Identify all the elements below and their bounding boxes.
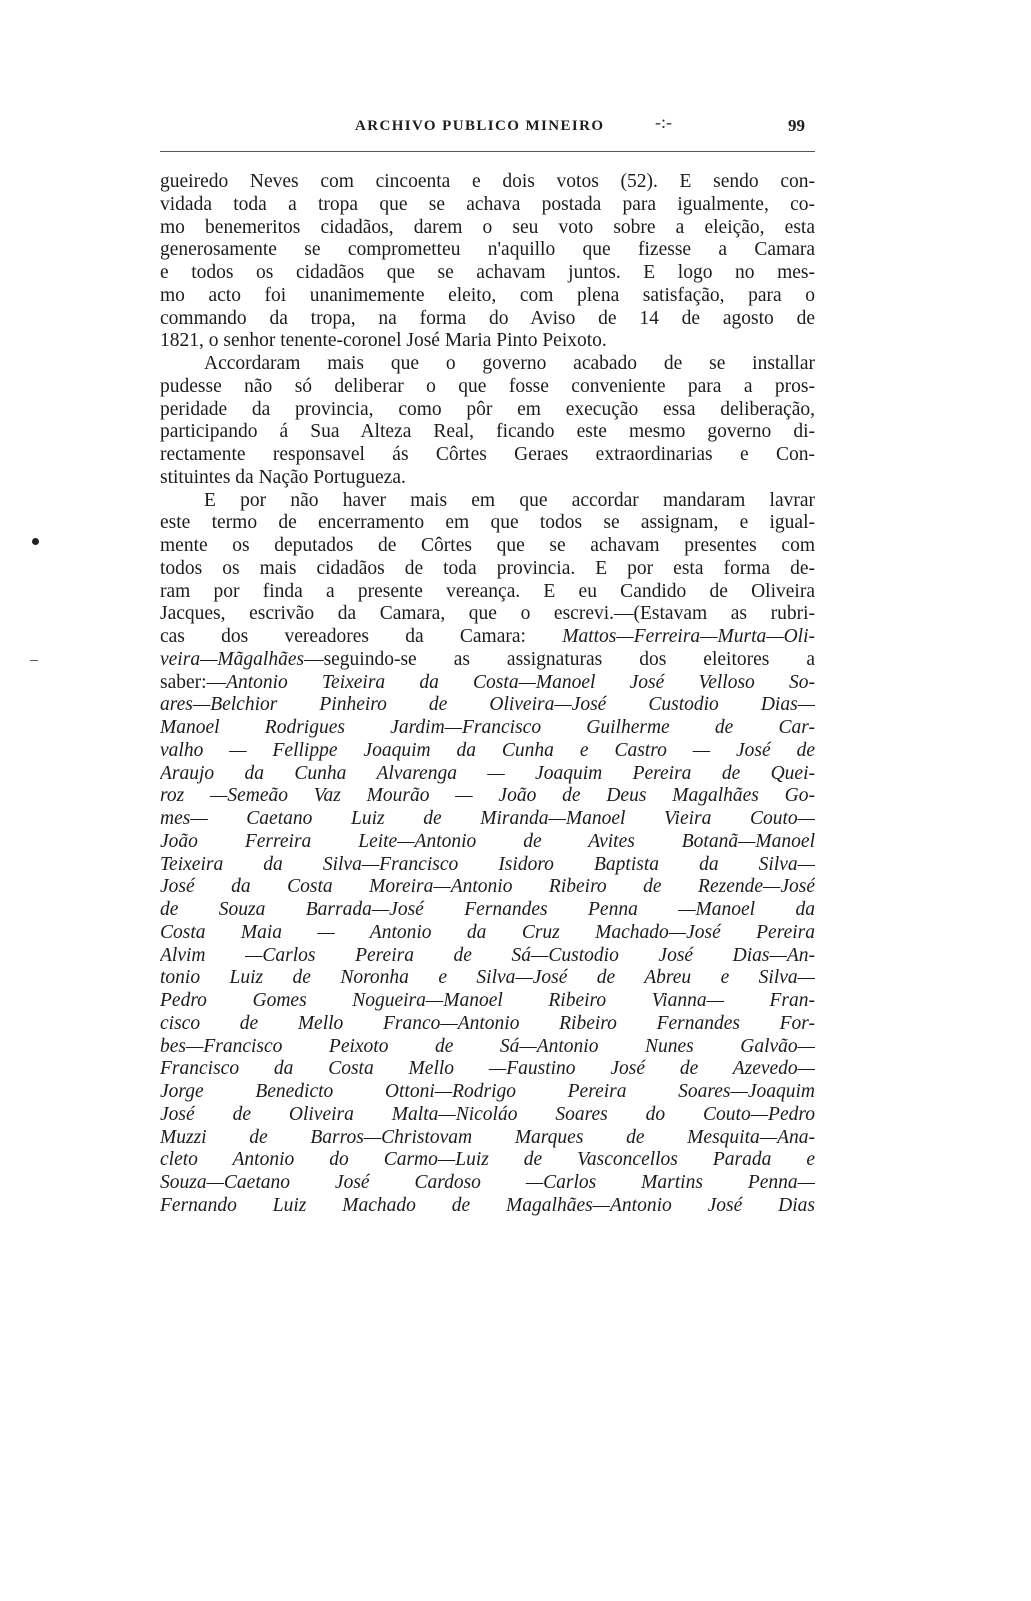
signature-line: tonio Luiz de Noronha e Silva—José de Abreu e Silva— <box>160 967 815 989</box>
signature-line: bes—Francisco Peixoto de Sá—Antonio Nunes Galvão— <box>160 1035 815 1057</box>
text-line: mo benemeritos cidadãos, darem o seu voto sobre a eleição, esta <box>160 216 815 238</box>
header-rule <box>160 151 815 152</box>
signature-line: João Ferreira Leite—Antonio de Avites Botanã—Manoel <box>160 830 815 852</box>
text-line: este termo de encerramento em que todos se assignam, e igual- <box>160 512 815 534</box>
mixed-text-line <box>160 626 815 649</box>
page-number: 99 <box>788 116 805 135</box>
signature-line: cisco de Mello Franco—Antonio Ribeiro Fernandes For- <box>160 1012 815 1034</box>
signature-line: roz —Semeão Vaz Mourão — João de Deus Magalhães Go- <box>160 785 815 807</box>
signature-line: José da Costa Moreira—Antonio Ribeiro de Rezende—José <box>160 876 815 898</box>
text-line: mente os deputados de Côrtes que se achavam presentes com <box>160 535 815 556</box>
signature-line: Alvim —Carlos Pereira de Sá—Custodio José Dias—An- <box>160 944 815 966</box>
text-line: gueiredo Neves com cincoenta e dois votos (52). E sendo con- <box>160 171 815 192</box>
text-line: rectamente responsavel ás Côrtes Geraes extraordinarias e Con- <box>160 444 815 465</box>
line-italic-part: Antonio Teixeira da Costa—Manoel José Velloso So- <box>226 671 815 693</box>
margin-dot-mark <box>32 538 39 545</box>
signature-line: Manoel Rodrigues Jardim—Francisco Guilherme de Car- <box>160 717 815 738</box>
signature-line: Pedro Gomes Nogueira—Manoel Ribeiro Vianna— Fran- <box>160 990 815 1011</box>
signature-line: Araujo da Cunha Alvarenga — Joaquim Pereira de Quei- <box>160 762 815 784</box>
paragraph-start-line: E por não haver mais em que accordar mandaram lavrar <box>204 489 815 511</box>
ornament-icon: -:- <box>655 112 672 132</box>
text-line: Jacques, escrivão da Camara, que o escrevi.—(Estavam as rubri- <box>160 603 815 625</box>
paragraph-end-line: 1821, o senhor tenente-coronel José Maria Pinto Peixoto. <box>160 330 607 352</box>
mixed-text-line <box>160 649 815 672</box>
text-line: e todos os cidadãos que se achavam juntos. E logo no mes- <box>160 262 815 283</box>
text-line: peridade da provincia, como pôr em execução essa deliberação, <box>160 398 815 420</box>
text-line: participando á Sua Alteza Real, ficando este mesmo governo di- <box>160 421 815 443</box>
signature-line: José de Oliveira Malta—Nicoláo Soares do Couto—Pedro <box>160 1103 815 1125</box>
text-line: todos os mais cidadãos de toda provincia. E por esta forma de- <box>160 557 815 579</box>
signature-line: Souza—Caetano José Cardoso —Carlos Martins Penna— <box>160 1172 815 1193</box>
paragraph-start-line: Accordaram mais que o governo acabado de se installar <box>204 353 815 374</box>
line-roman-part: cas dos vereadores da Camara: <box>160 626 563 647</box>
mixed-text-line <box>160 672 815 695</box>
signature-line: mes— Caetano Luiz de Miranda—Manoel Vieira Couto— <box>160 808 815 829</box>
signature-line: Teixeira da Silva—Francisco Isidoro Baptista da Silva— <box>160 853 815 875</box>
margin-dash-mark <box>30 660 38 661</box>
signature-line: valho — Fellippe Joaquim da Cunha e Castro — José de <box>160 739 815 761</box>
signature-line: Fernando Luiz Machado de Magalhães—Antonio José Dias <box>160 1194 815 1216</box>
running-head-title: ARCHIVO PUBLICO MINEIRO <box>355 118 605 134</box>
signature-line: cleto Antonio do Carmo—Luiz de Vasconcellos Parada e <box>160 1149 815 1171</box>
line-italic-part: veira—Mãgalhães <box>160 648 305 670</box>
text-line: commando da tropa, na forma do Aviso de 14 de agosto de <box>160 307 815 329</box>
signature-line: de Souza Barrada—José Fernandes Penna —Manoel da <box>160 899 815 920</box>
text-line: ram por finda a presente vereança. E eu Candido de Oliveira <box>160 580 815 602</box>
line-roman-part: —seguindo-se as assignaturas dos eleitores a <box>304 648 815 670</box>
signature-line: Jorge Benedicto Ottoni—Rodrigo Pereira Soares—Joaquim <box>160 1081 815 1102</box>
text-line: generosamente se comprometteu n'aquillo que fizesse a Camara <box>160 239 815 261</box>
body-text <box>160 171 815 1218</box>
signature-line: Francisco da Costa Mello —Faustino José de Azevedo— <box>160 1058 815 1080</box>
text-line: mo acto foi unanimemente eleito, com plena satisfação, para o <box>160 284 815 306</box>
signature-line: Costa Maia — Antonio da Cruz Machado—José Pereira <box>160 921 815 943</box>
text-line: pudesse não só deliberar o que fosse conveniente para a pros- <box>160 375 815 397</box>
text-line: vidada toda a tropa que se achava postada para igualmente, co- <box>160 193 815 215</box>
line-italic-part: Mattos—Ferreira—Murta—Oli- <box>562 626 815 647</box>
paragraph-end-line: stituintes da Nação Portugueza. <box>160 466 406 488</box>
signature-line: ares—Belchior Pinheiro de Oliveira—José Custodio Dias— <box>160 694 815 716</box>
signature-line: Muzzi de Barros—Christovam Marques de Mesquita—Ana- <box>160 1126 815 1148</box>
running-head <box>160 112 815 142</box>
line-roman-part: saber:— <box>160 671 227 693</box>
